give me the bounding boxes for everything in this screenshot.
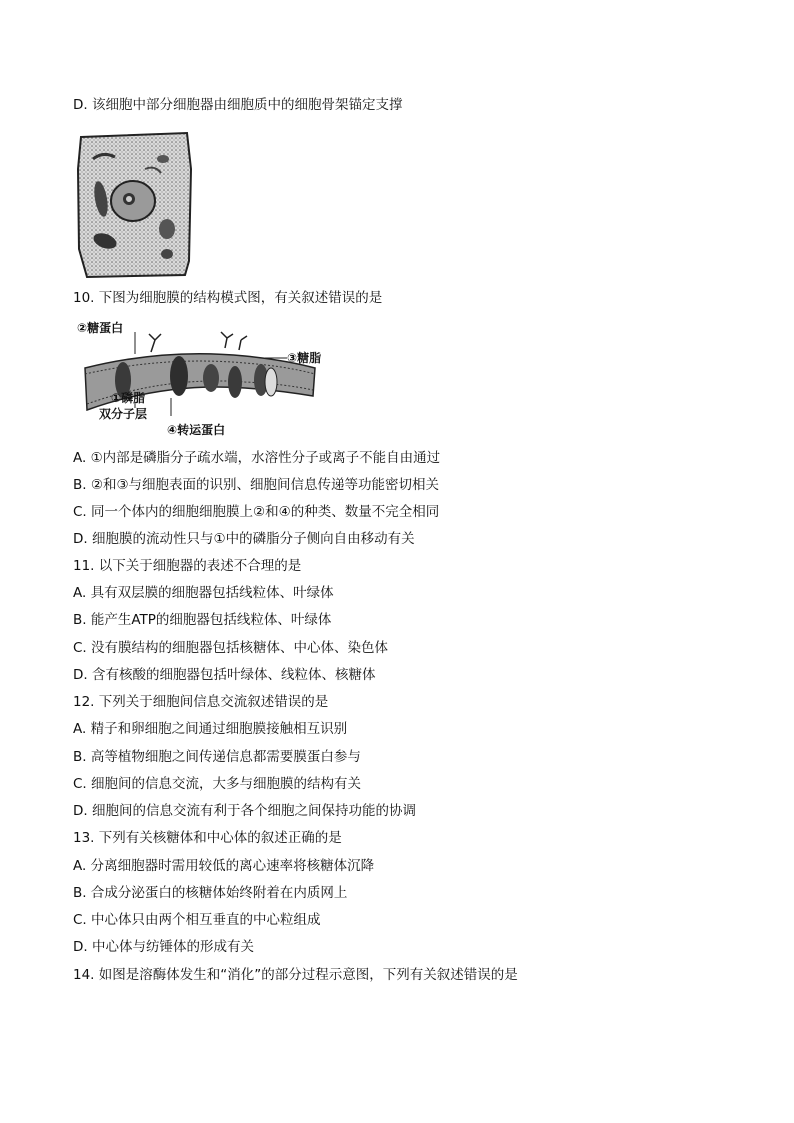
q14-stem: 14. 如图是溶酶体发生和“消化”的部分过程示意图，下列有关叙述错误的是 [73, 967, 518, 983]
q10-option-a: A. ①内部是磷脂分子疏水端，水溶性分子或离子不能自由通过 [73, 450, 441, 466]
cell-membrane-diagram [75, 318, 335, 440]
label-bilayer: 双分子层 [99, 407, 148, 421]
label-glycolipid: ③糖脂 [287, 351, 322, 365]
q10-stem: 10. 下图为细胞膜的结构模式图，有关叙述错误的是 [73, 290, 383, 306]
cell-micrograph-figure [75, 129, 195, 279]
q11-option-c: C. 没有膜结构的细胞器包括核糖体、中心体、染色体 [73, 640, 389, 656]
q13-option-c: C. 中心体只由两个相互垂直的中心粒组成 [73, 912, 321, 928]
q13-stem: 13. 下列有关核糖体和中心体的叙述正确的是 [73, 830, 342, 846]
q11-option-b: B. 能产生ATP的细胞器包括线粒体、叶绿体 [73, 612, 332, 628]
q11-option-a: A. 具有双层膜的细胞器包括线粒体、叶绿体 [73, 585, 334, 601]
q12-option-c: C. 细胞间的信息交流，大多与细胞膜的结构有关 [73, 776, 362, 792]
label-phospholipid: ①磷脂 [111, 391, 146, 405]
q12-option-d: D. 细胞间的信息交流有利于各个细胞之间保持功能的协调 [73, 803, 416, 819]
q12-option-a: A. 精子和卵细胞之间通过细胞膜接触相互识别 [73, 721, 348, 737]
q12-stem: 12. 下列关于细胞间信息交流叙述错误的是 [73, 694, 329, 710]
q10-option-b: B. ②和③与细胞表面的识别、细胞间信息传递等功能密切相关 [73, 477, 440, 493]
q11-option-d: D. 含有核酸的细胞器包括叶绿体、线粒体、核糖体 [73, 667, 376, 683]
q13-option-b: B. 合成分泌蛋白的核糖体始终附着在内质网上 [73, 885, 348, 901]
animal-cell-image [75, 129, 195, 279]
q13-option-d: D. 中心体与纺锤体的形成有关 [73, 939, 254, 955]
label-transport-protein: ④转运蛋白 [167, 423, 226, 437]
membrane-diagram-figure [75, 318, 335, 440]
q10-option-c: C. 同一个体内的细胞细胞膜上②和④的种类、数量不完全相同 [73, 504, 440, 520]
q9-option-d: D. 该细胞中部分细胞器由细胞质中的细胞骨架锚定支撑 [73, 97, 403, 113]
q11-stem: 11. 以下关于细胞器的表述不合理的是 [73, 558, 302, 574]
q12-option-b: B. 高等植物细胞之间传递信息都需要膜蛋白参与 [73, 749, 361, 765]
label-glycoprotein: ②糖蛋白 [77, 321, 124, 335]
q13-option-a: A. 分离细胞器时需用较低的离心速率将核糖体沉降 [73, 858, 375, 874]
q10-option-d: D. 细胞膜的流动性只与①中的磷脂分子侧向自由移动有关 [73, 531, 415, 547]
